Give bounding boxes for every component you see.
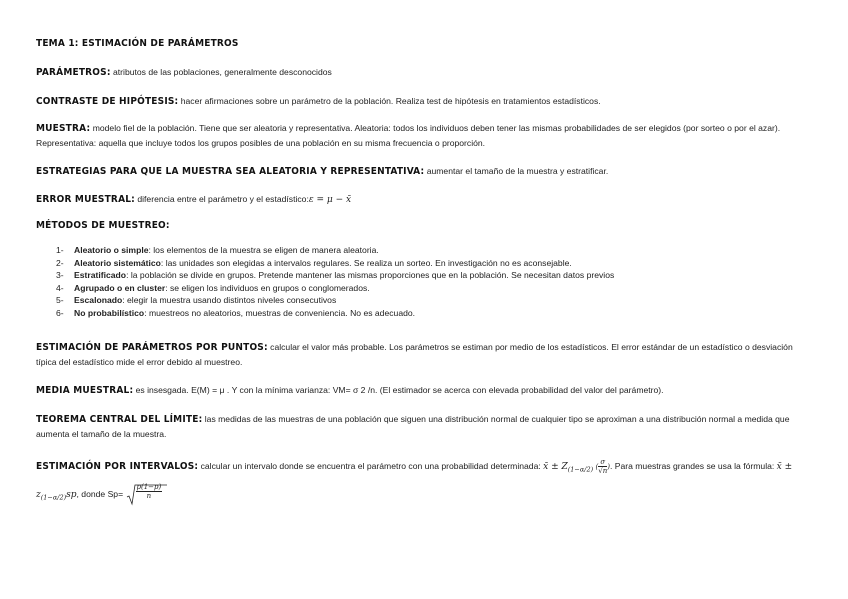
formula-sp: sp [66,489,77,500]
heading-puntos: ESTIMACIÓN DE PARÁMETROS POR PUNTOS: [36,342,268,353]
list-item: 2- Aleatorio sistemático: las unidades son elegidas a intervalos regulares. Se realiza un sorteo. En investigación no es aconsejable. [56,257,572,268]
heading-muestra: MUESTRA: [36,123,91,134]
heading-parametros: PARÁMETROS: [36,67,111,78]
list-item: 6- No probabilístico: muestreos no aleatorios, muestras de conveniencia. No es adecuado. [56,307,416,318]
formula-error: ε = μ − x̄ [308,195,352,205]
list-item: 1- Aleatorio o simple: los elementos de la muestra se eligen de manera aleatoria. [56,245,379,255]
section-muestra [36,121,814,151]
formula-intervalo-2: x̄ ± z [36,462,793,500]
text-intervalos-2: . Para muestras grandes se usa la fórmula: [609,461,777,471]
text-contraste: hacer afirmaciones sobre un parámetro de la población. Realiza test de hipótesis en tratamientos estadísticos. [178,96,601,106]
section-intervalos [36,454,814,509]
section-media [36,383,814,398]
text-media: es insesgada. E(M) = μ . Y con la mínima varianza: VM= σ 2 /n. (El estimador se acerca con elevada probabilidad del valor del parámetro). [133,385,664,395]
text-parametros: atributos de las poblaciones, generalmente desconocidos [110,67,332,77]
text-error: diferencia entre el parámetro y el estadístico: [134,194,309,204]
methods-list [36,244,614,320]
section-parametros [36,65,814,80]
formula-subscript-1: (1−α/2) [567,465,594,474]
heading-estrategias: ESTRATEGIAS PARA QUE LA MUESTRA SEA ALEATORIA Y REPRESENTATIVA: [36,166,425,177]
heading-metodos: MÉTODOS DE MUESTREO: [36,220,170,231]
section-estrategias [36,164,814,179]
text-muestra: modelo fiel de la población. Tiene que ser aleatoria y representativa. Aleatoria: todos los individuos deben tener las mismas probabilidades de ser elegidos (por sorteo o por el azar). Representativa: aquella que incluye todos los grupos posibles de una población en su misma frecuencia o proporción. [36,123,781,148]
heading-teorema: TEOREMA CENTRAL DEL LÍMITE: [36,414,203,425]
text-teorema: las medidas de las muestras de una población que siguen una distribución normal de cualquier tipo se aproximan a una distribución normal a medida que aumenta el tamaño de la muestra. [36,414,790,439]
heading-intervalos: ESTIMACIÓN POR INTERVALOS: [36,461,199,472]
section-teorema [36,412,814,442]
heading-media: MEDIA MUESTRAL: [36,385,134,396]
formula-sqrt: $\frac{p(1-p)}{n}$ [126,482,168,506]
formula-subscript-2: (1−α/2) [40,493,67,502]
list-item: 4- Agrupado o en cluster: se eligen los individuos en grupos o conglomerados. [56,282,370,293]
formula-fraction-sigma: ( $\frac{\sigma}{√n}$ ) [595,458,610,476]
list-item: 3- Estratificado: la población se divide en grupos. Pretende mantener las mismas proporciones que en la población. Se necesitan datos previos [56,270,615,281]
heading-contraste: CONTRASTE DE HIPÓTESIS: [36,96,179,107]
list-item: 5- Escalonado: elegir la muestra usando distintos niveles consecutivos [56,295,337,306]
text-intervalos-1: calcular un intervalo donde se encuentra el parámetro con una probabilidad determinada: [198,461,544,471]
text-estrategias: aumentar el tamaño de la muestra y estratificar. [424,166,609,176]
text-puntos: calcular el valor más probable. Los parámetros se estiman por medio de los estadísticos. El error estándar de un estadístico o desviación típica del estadístico mide el error debido al muestreo. [36,342,793,367]
section-puntos [36,340,814,370]
formula-intervalo-1: x̄ ± Z [543,462,568,472]
text-intervalos-3: , donde Sp= [76,488,126,499]
section-error [36,192,814,208]
section-contraste [36,94,814,109]
heading-error: ERROR MUESTRAL: [36,194,135,205]
page-title: TEMA 1: ESTIMACIÓN DE PARÁMETROS [36,38,239,49]
